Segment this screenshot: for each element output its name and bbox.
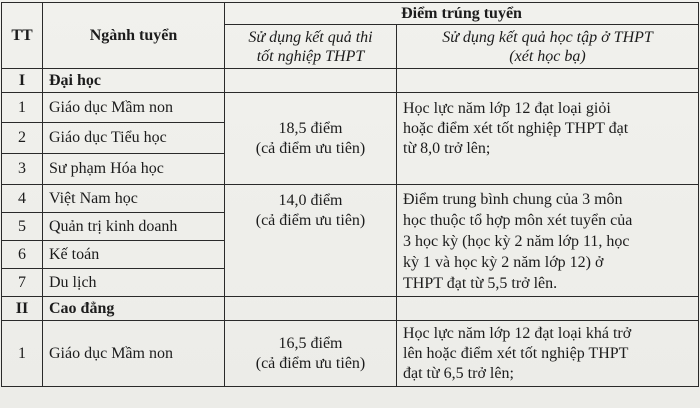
row-number: 6 [2, 241, 43, 269]
record-criteria-cell: Học lực năm lớp 12 đạt loại khá trở lên hoặc điểm xét tốt nghiệp THPT đạt từ 6,5 trở lên; [397, 321, 699, 387]
exam-score-cell: 16,5 điểm (cả điểm ưu tiên) [225, 321, 397, 387]
major-name: Du lịch [43, 269, 225, 297]
major-name: Việt Nam học [43, 185, 225, 213]
major-name: Sư phạm Hóa học [43, 154, 225, 185]
header-major: Ngành tuyển [43, 3, 225, 69]
row-number: 2 [2, 123, 43, 154]
section-title: Đại học [43, 69, 225, 93]
major-name: Giáo dục Mầm non [43, 321, 225, 387]
record-criteria-cell: Học lực năm lớp 12 đạt loại giỏi hoặc điểm xét tốt nghiệp THPT đạt từ 8,0 trở lên; [397, 93, 699, 185]
row-number: 5 [2, 213, 43, 241]
row-number: 3 [2, 154, 43, 185]
header-academic-record: Sử dụng kết quả học tập ở THPT (xét học bạ) [397, 25, 699, 69]
exam-score-cell: 14,0 điểm (cả điểm ưu tiên) [225, 185, 397, 297]
row-number: 7 [2, 269, 43, 297]
row-number: 1 [2, 93, 43, 123]
section-title: Cao đẳng [43, 297, 225, 321]
row-number: 1 [2, 321, 43, 387]
major-name: Quản trị kinh doanh [43, 213, 225, 241]
table-row [2, 321, 699, 387]
section-row-college [2, 297, 699, 321]
major-name: Kế toán [43, 241, 225, 269]
header-tt: TT [2, 3, 43, 69]
table-row [2, 93, 699, 123]
major-name: Giáo dục Tiểu học [43, 123, 225, 154]
row-number: 4 [2, 185, 43, 213]
section-numeral: I [2, 69, 43, 93]
record-criteria-cell: Điểm trung bình chung của 3 môn học thuộc tổ hợp môn xét tuyển của 3 học kỳ (học kỳ 2 năm lớp 11, học kỳ 1 và học kỳ 2 năm lớp 12) ở THPT đạt từ 5,5 trở lên. [397, 185, 699, 297]
section-numeral: II [2, 297, 43, 321]
header-score-group: Điểm trúng tuyển [225, 3, 699, 25]
exam-score-cell: 18,5 điểm (cả điểm ưu tiên) [225, 93, 397, 185]
section-row-university [2, 69, 699, 93]
major-name: Giáo dục Mầm non [43, 93, 225, 123]
table-row [2, 185, 699, 213]
header-exam-result: Sử dụng kết quả thi tốt nghiệp THPT [225, 25, 397, 69]
admission-score-table [1, 2, 699, 387]
